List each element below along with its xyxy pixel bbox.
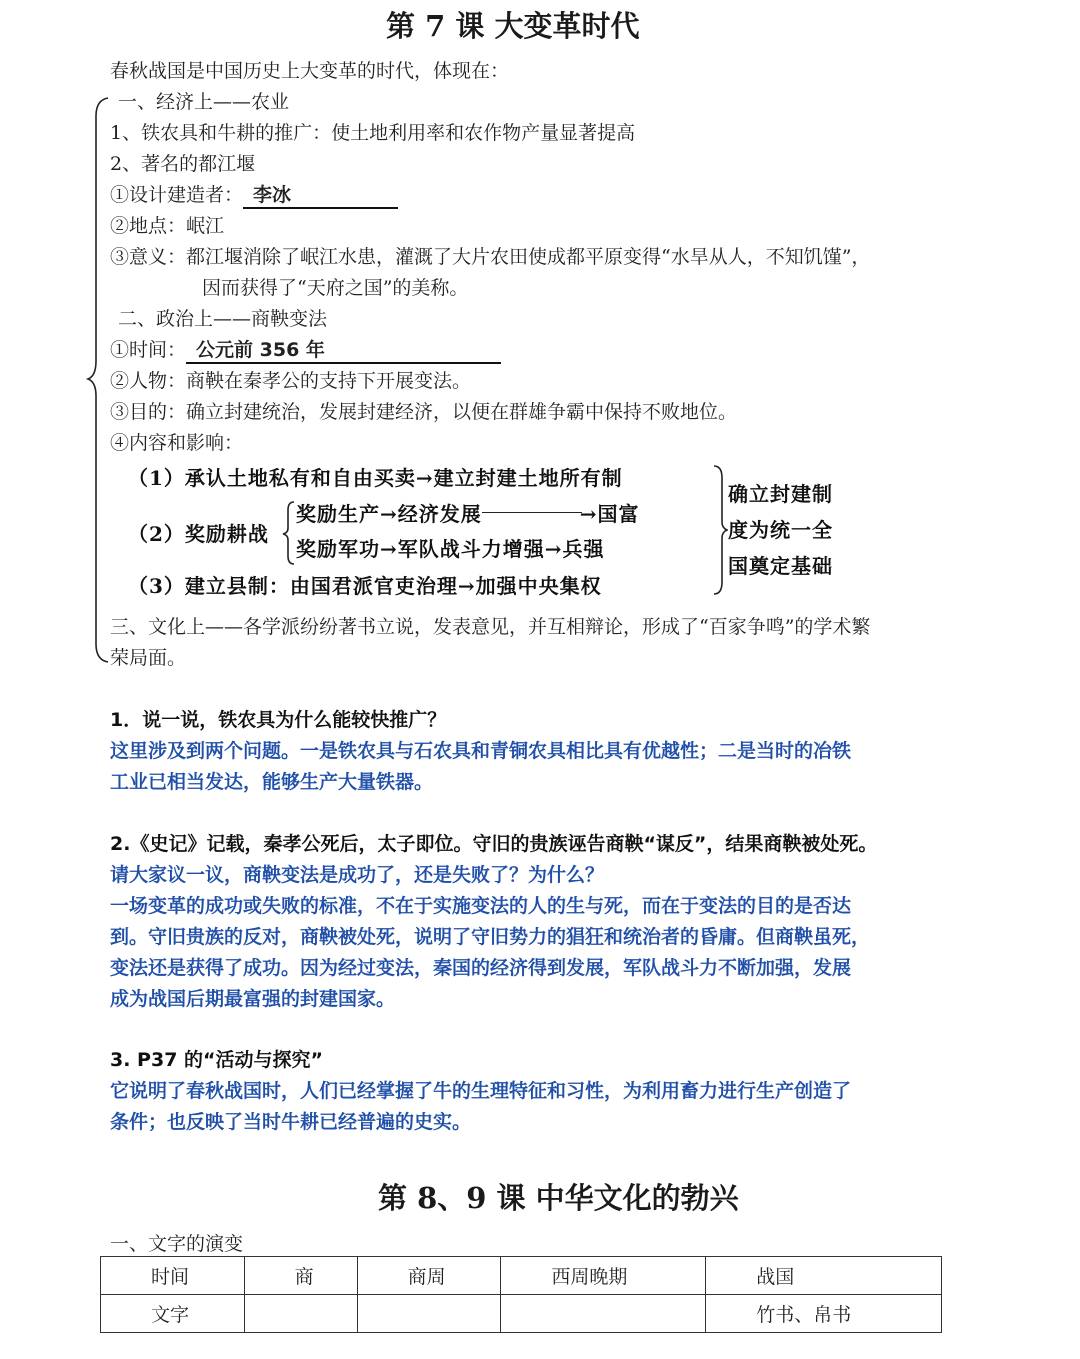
intro-text: 春秋战国是中国历史上大变革的时代，体现在：: [110, 60, 510, 82]
answer-1-line-2: 工业已相当发达，能够生产大量铁器。: [110, 771, 434, 793]
question-1: 1．说一说，铁农具为什么能较快推广？: [110, 709, 447, 731]
reform-effect-brace: [712, 464, 728, 596]
long-arrow-line: [482, 512, 582, 513]
table-cell: 竹书、帛书: [706, 1295, 942, 1333]
answer-2-line-3: 变法还是获得了成功。因为经过变法，秦国的经济得到发展，军队战斗力不断加强，发展: [110, 957, 852, 979]
politics-heading: 二、政治上——商鞅变法: [118, 308, 328, 330]
designer-answer: 李冰: [243, 180, 398, 209]
econ-item-2: 2、著名的都江堰: [110, 153, 256, 175]
table-cell: [501, 1295, 706, 1333]
content-label: ④内容和影响：: [110, 432, 244, 454]
table-row: [101, 1295, 942, 1333]
answer-2-line-2: 到。守旧贵族的反对，商鞅被处死，说明了守旧势力的猖狂和统治者的昏庸。但商鞅虽死，: [110, 926, 871, 948]
question-2-prompt: 请大家议一议，商鞅变法是成功了，还是失败了？为什么？: [110, 864, 605, 886]
answer-3-line-2: 条件；也反映了当时牛耕已经普遍的史实。: [110, 1111, 472, 1133]
answer-3-line-1: 它说明了春秋战国时，人们已经掌握了牛的生理特征和习性，为利用畜力进行生产创造了: [110, 1080, 852, 1102]
lesson-8-9-title: 第 8、9 课 中华文化的勃兴: [378, 1181, 739, 1215]
reform-figure: [118, 456, 863, 606]
lesson-7-title: 第 7 课 大变革时代: [386, 9, 640, 43]
time-label: ①时间：: [110, 339, 187, 361]
reform-row-3: （3）建立县制：由国君派官吏治理→加强中央集权: [128, 574, 602, 598]
reform-row-2b: 奖励军功→军队战斗力增强→兵强: [296, 537, 605, 561]
reform-effect-2: 度为统一全: [728, 518, 833, 542]
table-row: [101, 1257, 942, 1295]
purpose-line: ③目的：确立封建统治，发展封建经济，以便在群雄争霸中保持不败地位。: [110, 401, 738, 423]
time-answer: 公元前 356 年: [186, 335, 501, 364]
econ-heading: 一、经济上——农业: [118, 91, 290, 113]
reform-row-2a: [296, 498, 640, 527]
writing-evolution-heading: 一、文字的演变: [110, 1233, 244, 1255]
table-cell: 西周晚期: [501, 1257, 706, 1295]
meaning-line-1: ③意义：都江堰消除了岷江水患，灌溉了大片农田使成都平原变得“水旱从人，不知饥馑”，: [110, 246, 871, 268]
writing-evolution-table: [100, 1256, 942, 1333]
reform-effect-1: 确立封建制: [728, 482, 833, 506]
culture-line-1: 三、文化上——各学派纷纷著书立说，发表意见，并互相辩论，形成了“百家争鸣”的学术繁: [110, 616, 871, 638]
reform-effect-3: 国奠定基础: [728, 554, 833, 578]
table-cell: 商: [244, 1257, 357, 1295]
left-brace: [86, 96, 112, 666]
designer-row: [110, 180, 398, 209]
table-cell: [244, 1295, 357, 1333]
meaning-line-2: 因而获得了“天府之国”的美称。: [202, 277, 469, 299]
econ-item-1: 1、铁农具和牛耕的推广：使土地利用率和农作物产量显著提高: [110, 122, 636, 144]
question-3: 3. P37 的“活动与探究”: [110, 1049, 324, 1071]
answer-2-line-4: 成为战国后期最富强的封建国家。: [110, 988, 396, 1010]
question-2: 2.《史记》记载，秦孝公死后，太子即位。守旧的贵族诬告商鞅“谋反”，结果商鞅被处死。: [110, 833, 878, 855]
location-line: ②地点：岷江: [110, 215, 225, 237]
time-row: [110, 335, 501, 364]
table-cell: [357, 1295, 501, 1333]
reform-row-2-label: （2）奖励耕战: [128, 522, 269, 546]
person-line: ②人物：商鞅在秦孝公的支持下开展变法。: [110, 370, 472, 392]
table-cell: 商周: [357, 1257, 501, 1295]
culture-line-2: 荣局面。: [110, 647, 187, 669]
designer-label: ①设计建造者：: [110, 184, 244, 206]
table-cell: 文字: [101, 1295, 245, 1333]
reform-row-2a-result: →国富: [579, 502, 640, 526]
table-cell: 战国: [706, 1257, 942, 1295]
reform-row-2a-text: 奖励生产→经济发展: [296, 502, 482, 526]
reform-row-1: （1）承认土地私有和自由买卖→建立封建土地所有制: [128, 466, 623, 490]
table-cell: 时间: [101, 1257, 245, 1295]
answer-1-line-1: 这里涉及到两个问题。一是铁农具与石农具和青铜农具相比具有优越性；二是当时的冶铁: [110, 740, 852, 762]
answer-2-line-1: 一场变革的成功或失败的标准，不在于实施变法的人的生与死，而在于变法的目的是否达: [110, 895, 852, 917]
reform-sub-brace: [282, 500, 296, 566]
